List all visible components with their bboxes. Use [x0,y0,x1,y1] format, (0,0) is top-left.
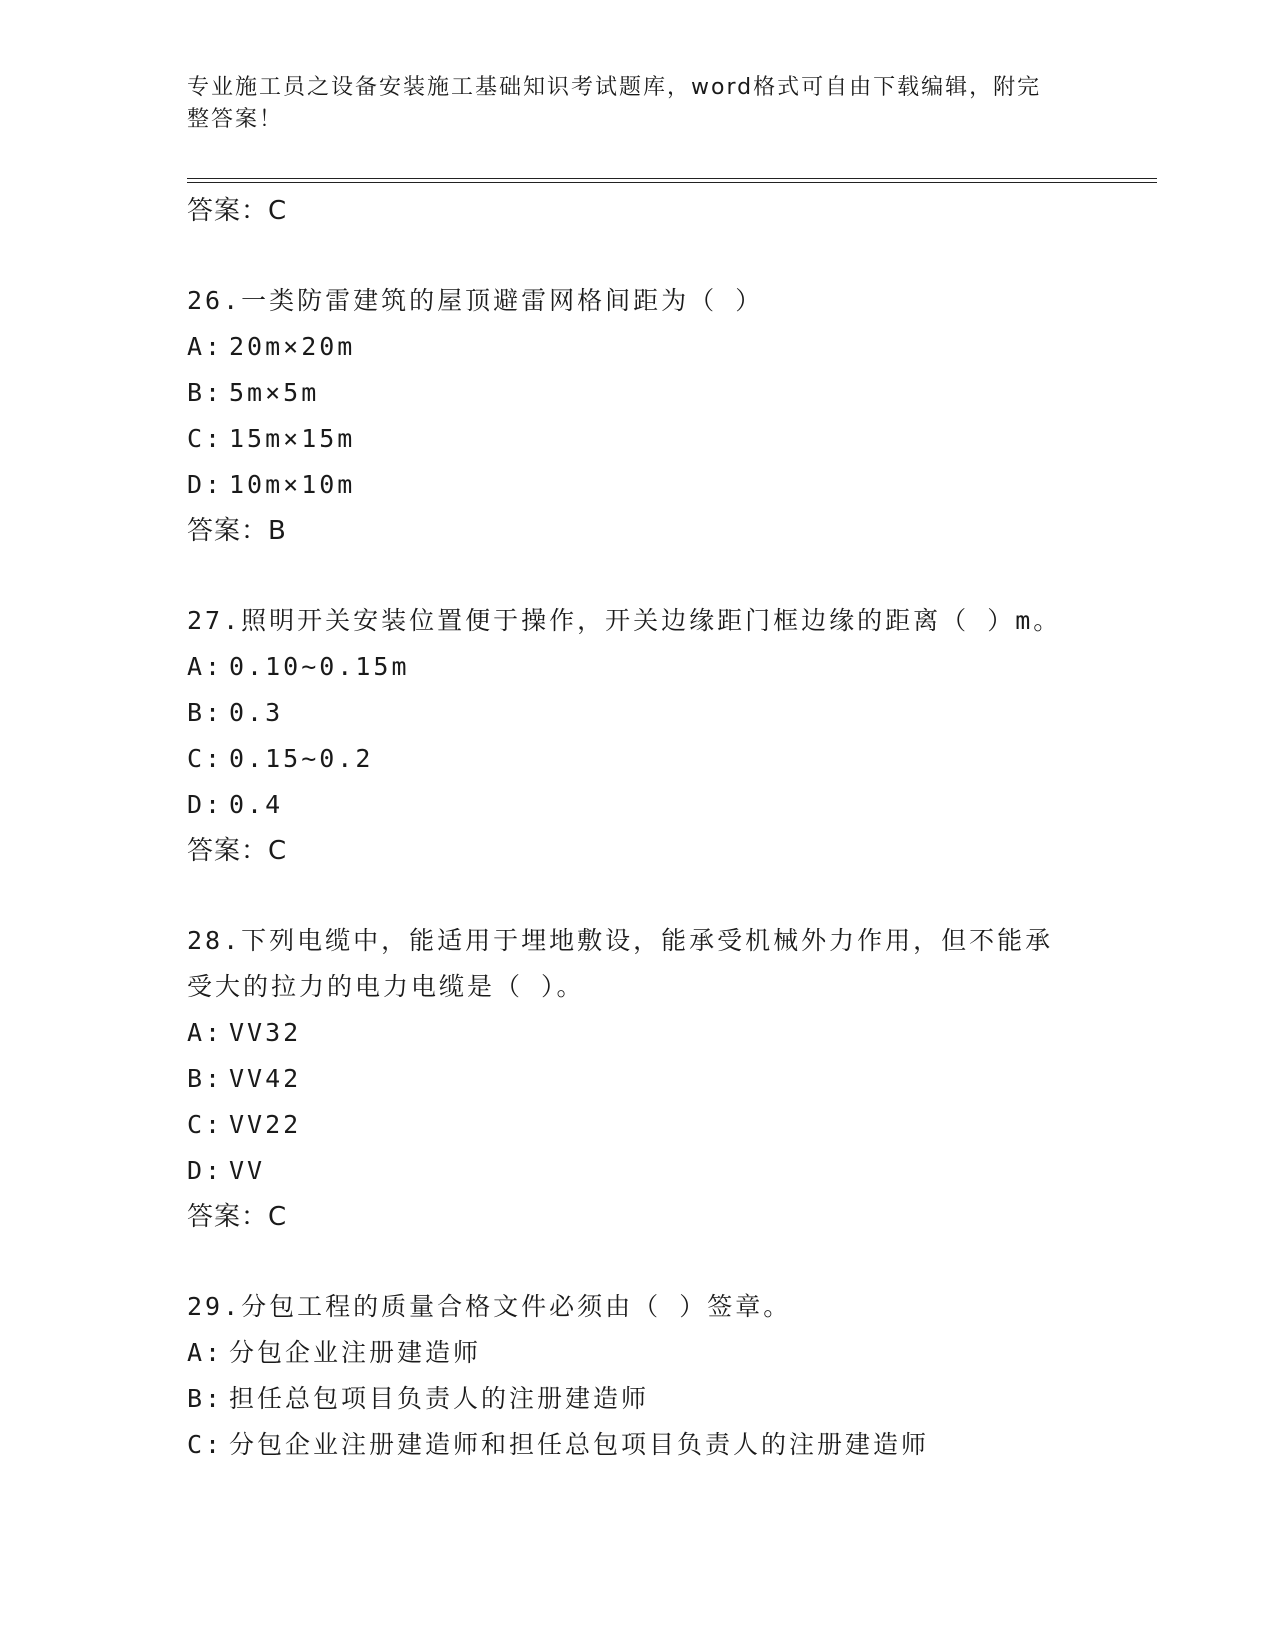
answer-line: 答案：C [187,196,288,226]
option-b [187,1376,1087,1422]
option-b [187,690,1087,736]
option-key: B: [187,378,224,407]
document-header [187,72,1067,136]
option-key: C: [187,1430,224,1459]
option-text: 0.3 [229,698,284,727]
header-line-2: 整答案！ [187,107,284,132]
option-text: VV32 [229,1018,302,1047]
option-key: A: [187,332,224,361]
answer-line: 答案：C [187,1202,288,1232]
option-text: 0.4 [229,790,284,819]
question-26 [187,278,1087,554]
option-d [187,462,1087,508]
option-key: B: [187,1384,224,1413]
option-d [187,1148,1087,1194]
option-key: D: [187,470,224,499]
option-text: 20m×20m [229,332,356,361]
document-body [187,188,1087,1468]
answer-line: 答案：C [187,836,288,866]
option-text: 分包企业注册建造师 [229,1338,482,1367]
option-a [187,324,1087,370]
option-c [187,736,1087,782]
question-28 [187,918,1087,1240]
option-key: A: [187,652,224,681]
option-c [187,1422,1087,1468]
option-text: 分包企业注册建造师和担任总包项目负责人的注册建造师 [229,1430,930,1459]
question-text: 27.照明开关安装位置便于操作，开关边缘距门框边缘的距离（ ）m。 [187,606,1062,635]
option-a [187,644,1087,690]
option-text: VV [229,1156,266,1185]
option-text: 10m×10m [229,470,356,499]
option-b [187,370,1087,416]
option-key: D: [187,1156,224,1185]
answer-line: 答案：B [187,516,287,546]
option-a [187,1330,1087,1376]
option-key: A: [187,1338,224,1367]
header-line-1: 专业施工员之设备安装施工基础知识考试题库，word格式可自由下载编辑，附完 [187,75,1042,100]
option-text: 5m×5m [229,378,320,407]
option-key: C: [187,424,224,453]
option-text: 15m×15m [229,424,356,453]
option-c [187,416,1087,462]
option-c [187,1102,1087,1148]
option-key: A: [187,1018,224,1047]
option-a [187,1010,1087,1056]
option-text: 担任总包项目负责人的注册建造师 [229,1384,650,1413]
question-text: 29.分包工程的质量合格文件必须由（ ）签章。 [187,1292,792,1321]
option-d [187,782,1087,828]
question-text: 28.下列电缆中，能适用于埋地敷设，能承受机械外力作用，但不能承 [187,926,1054,955]
option-key: B: [187,1064,224,1093]
question-text: 26.一类防雷建筑的屋顶避雷网格间距为（ ） [187,286,764,315]
option-key: C: [187,1110,224,1139]
option-text: VV22 [229,1110,302,1139]
option-text: VV42 [229,1064,302,1093]
question-29 [187,1284,1087,1468]
option-key: C: [187,744,224,773]
option-text: 0.10~0.15m [229,652,410,681]
option-b [187,1056,1087,1102]
question-text-continued: 受大的拉力的电力电缆是（ ）。 [187,972,585,1001]
header-divider [187,178,1157,183]
option-key: D: [187,790,224,819]
question-27 [187,598,1087,874]
option-key: B: [187,698,224,727]
option-text: 0.15~0.2 [229,744,374,773]
